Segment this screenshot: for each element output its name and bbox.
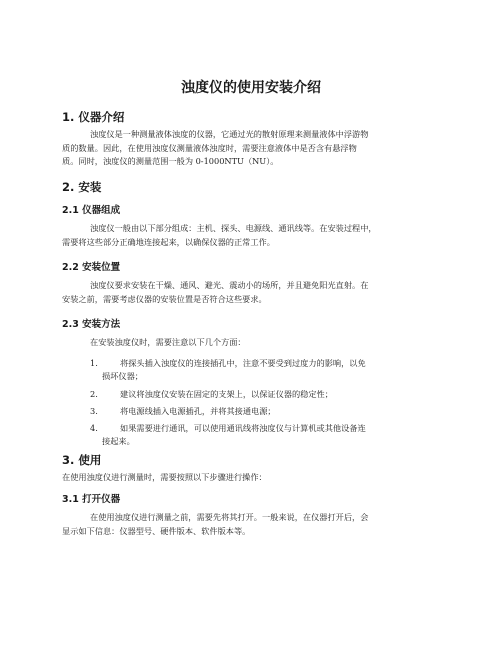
section-heading-2: 2. 安装 [62, 180, 102, 194]
list-item-2 [120, 388, 333, 402]
list-item-line: 损坏仪器； [102, 371, 143, 381]
subsection-2-3-intro: 在安装浊度仪时，需要注意以下几个方面： [90, 337, 246, 347]
paragraph-line: 浊度仪一般由以下部分组成：主机、探头、电源线、通讯线等。在安装过程中， [90, 223, 377, 233]
subsection-heading-2-3: 2.3 安装方法 [62, 319, 121, 330]
list-item-4 [120, 422, 366, 436]
list-item-1 [120, 357, 366, 371]
list-number: 2. [90, 389, 98, 399]
paragraph-line: 在使用浊度仪进行测量之前，需要先将其打开。一般来说，在仪器打开后，会 [90, 512, 369, 522]
section-heading-3: 3. 使用 [62, 453, 102, 467]
list-item-line: 将探头插入浊度仪的连接插孔中，注意不要受到过度力的影响，以免 [120, 358, 366, 368]
list-item-1-continuation [102, 370, 143, 384]
section-3-intro: 在使用浊度仪进行测量时，需要按照以下步骤进行操作： [62, 472, 267, 482]
list-number: 1. [90, 358, 98, 368]
list-item-4-continuation [102, 435, 135, 449]
list-item-line: 如果需要进行通讯，可以使用通讯线将浊度仪与计算机或其他设备连 [120, 423, 366, 433]
subsection-heading-2-1: 2.1 仪器组成 [62, 205, 121, 216]
subsection-3-1-paragraph [62, 511, 368, 538]
list-number: 4. [90, 423, 98, 433]
subsection-heading-2-2: 2.2 安装位置 [62, 262, 121, 273]
paragraph-line: 需要将这些部分正确地连接起来，以确保仪器的正常工作。 [62, 236, 275, 247]
subsection-heading-3-1: 3.1 打开仪器 [62, 494, 121, 505]
section-1-paragraph [62, 128, 368, 169]
paragraph-line: 安装之前，需要考虑仪器的安装位置是否符合这些要求。 [62, 293, 267, 304]
paragraph-line: 质的数量。因此，在使用浊度仪测量液体浊度时，需要注意液体中是否含有悬浮物 [62, 142, 357, 153]
list-item-line: 建议将浊度仪安装在固定的支架上，以保证仪器的稳定性； [120, 389, 333, 399]
list-item-line: 接起来。 [102, 436, 135, 446]
section-heading-1: 1. 仪器介绍 [62, 110, 125, 124]
paragraph-line: 浊度仪要求安装在干燥、通风、避光、震动小的场所，并且避免阳光直射。在 [90, 280, 369, 290]
list-item-3 [120, 405, 276, 419]
paragraph-line: 显示如下信息：仪器型号、硬件版本、软件版本等。 [62, 525, 251, 536]
paragraph-line: 浊度仪是一种测量液体浊度的仪器，它通过光的散射原理来测量液体中浮游物 [90, 129, 369, 139]
subsection-2-2-paragraph [62, 279, 368, 306]
list-number: 3. [90, 406, 98, 416]
paragraph-line: 质。同时，浊度仪的测量范围一般为 0-1000NTU（NU）。 [62, 156, 279, 166]
subsection-2-1-paragraph [62, 222, 377, 249]
list-item-line: 将电源线插入电源插孔，并将其接通电源； [120, 406, 276, 416]
document-title: 浊度仪的使用安装介绍 [181, 80, 321, 96]
